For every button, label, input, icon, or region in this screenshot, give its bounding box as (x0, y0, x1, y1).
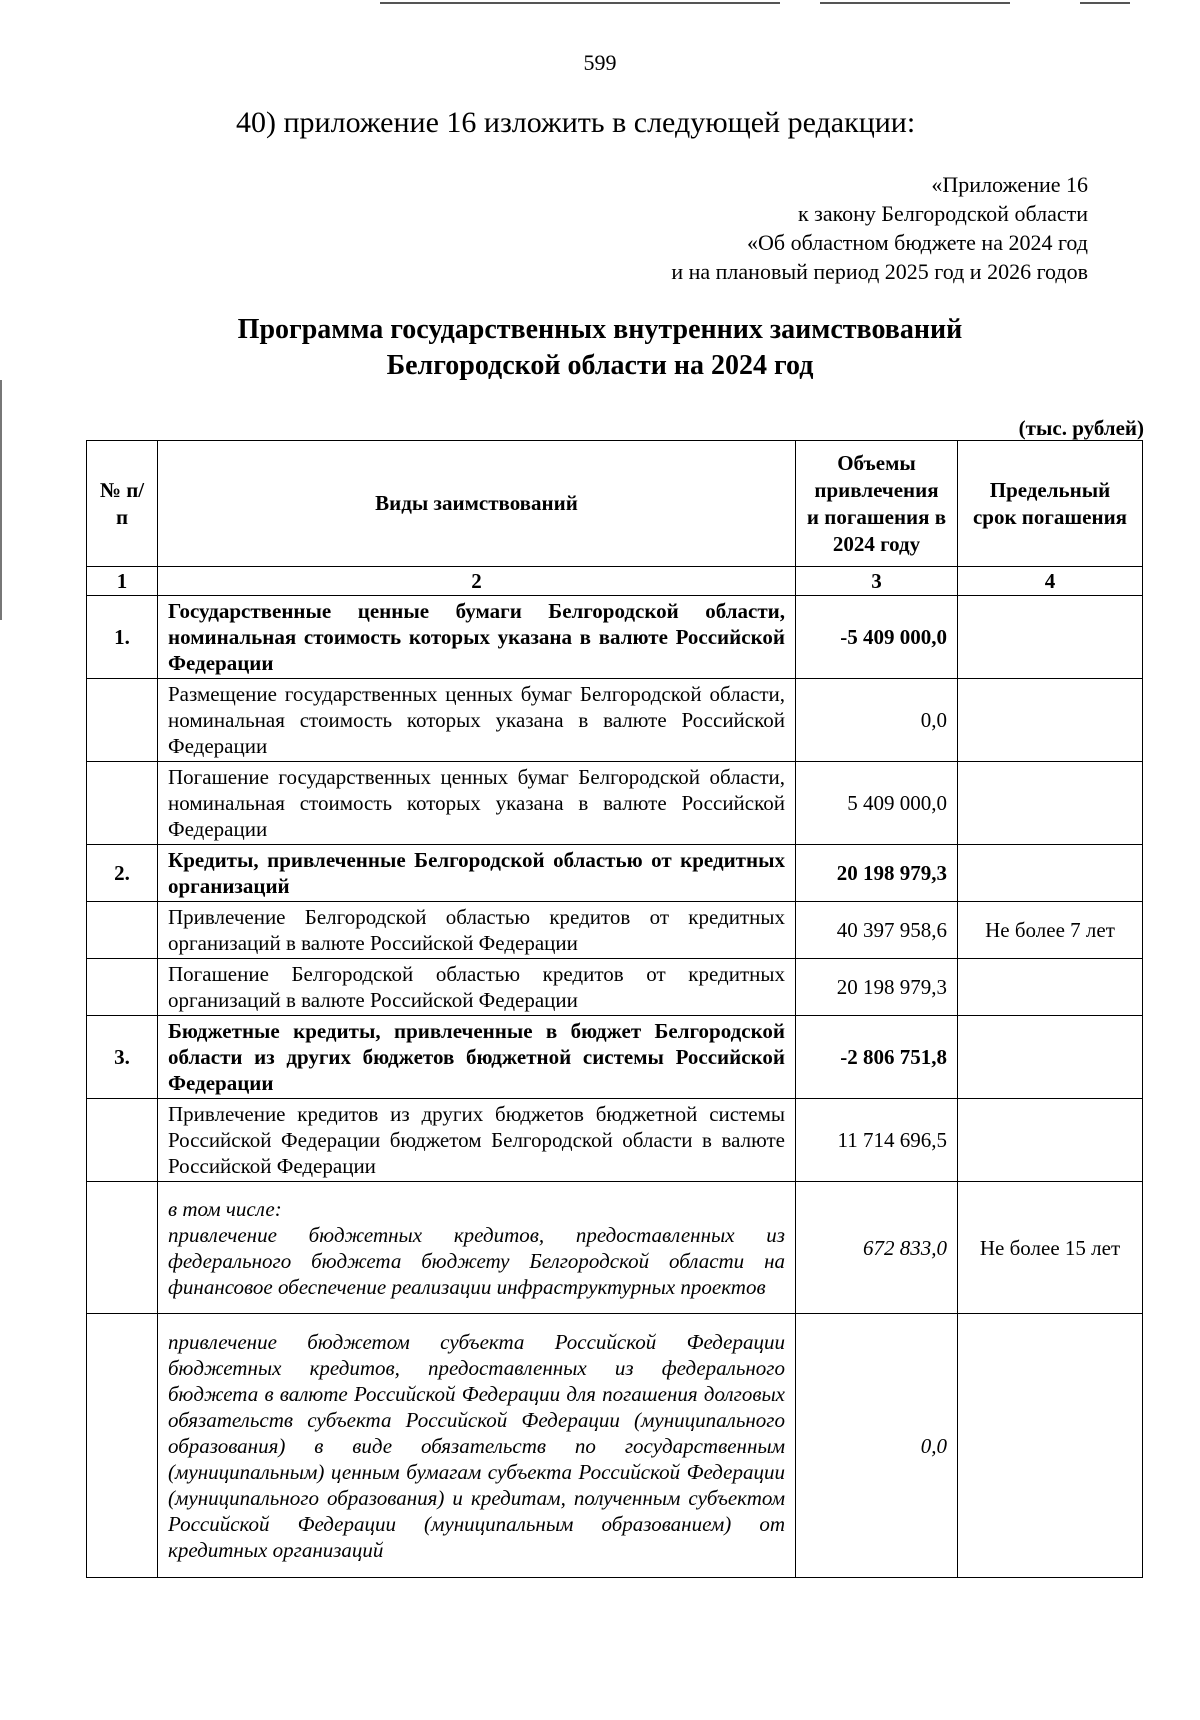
units-note: (тыс. рублей) (1018, 416, 1144, 440)
row-description-text: привлечение бюджетных кредитов, предоставленных из федерального бюджета бюджету Белгородской области на финансовое обеспечение реализации инфраструктурных проектов (168, 1222, 785, 1299)
scan-artifact-line (380, 2, 780, 4)
row-term (958, 762, 1143, 845)
row-term (958, 1016, 1143, 1099)
scan-edge-shadow (0, 380, 2, 620)
row-number (87, 679, 158, 762)
appendix-line: к закону Белгородской области (797, 201, 1088, 226)
borrowing-table (86, 440, 1143, 1578)
row-amount: 672 833,0 (796, 1182, 958, 1314)
row-number: 3. (87, 1016, 158, 1099)
row-description: Привлечение Белгородской областью кредитов от кредитных организаций в валюте Российской Федерации (158, 902, 796, 959)
row-number (87, 1314, 158, 1578)
scan-artifact-line (820, 2, 1010, 4)
row-description: Погашение государственных ценных бумаг Белгородской области, номинальная стоимость которых указана в валюте Российской Федерации (158, 762, 796, 845)
title-line: Белгородской области на 2024 год (386, 350, 814, 381)
row-term: Не более 15 лет (958, 1182, 1143, 1314)
row-number (87, 1099, 158, 1182)
row-term (958, 1099, 1143, 1182)
table-row (87, 902, 1143, 959)
row-description-prefix: в том числе: (168, 1196, 282, 1221)
row-number (87, 762, 158, 845)
row-amount: 40 397 958,6 (796, 902, 958, 959)
table-row (87, 1099, 1143, 1182)
row-amount: 5 409 000,0 (796, 762, 958, 845)
row-amount: 11 714 696,5 (796, 1099, 958, 1182)
scan-artifact-line (1080, 2, 1130, 4)
row-number (87, 902, 158, 959)
column-index: 1 (87, 567, 158, 596)
row-number (87, 1182, 158, 1314)
row-term (958, 1314, 1143, 1578)
header-kind: Виды заимствований (158, 441, 796, 567)
row-number (87, 959, 158, 1016)
header-term: Предельный срок погашения (958, 441, 1143, 567)
table-row (87, 1182, 1143, 1314)
row-amount: -5 409 000,0 (796, 596, 958, 679)
column-index: 4 (958, 567, 1143, 596)
column-index: 3 (796, 567, 958, 596)
header-amount: Объемы привлечения и погашения в 2024 году (796, 441, 958, 567)
column-index-row (87, 567, 1143, 596)
row-term (958, 596, 1143, 679)
table-header-row (87, 441, 1143, 567)
table-row (87, 845, 1143, 902)
amendment-intro: 40) приложение 16 изложить в следующей редакции: (236, 106, 916, 139)
table-row (87, 762, 1143, 845)
appendix-line: и на плановый период 2025 год и 2026 годов (671, 259, 1088, 284)
table-row (87, 1314, 1143, 1578)
row-number: 2. (87, 845, 158, 902)
table-row (87, 679, 1143, 762)
row-description: Кредиты, привлеченные Белгородской областью от кредитных организаций (158, 845, 796, 902)
row-amount: 20 198 979,3 (796, 959, 958, 1016)
appendix-line: «Приложение 16 (931, 172, 1088, 197)
row-description: Бюджетные кредиты, привлеченные в бюджет Белгородской области из других бюджетов бюджетной системы Российской Федерации (158, 1016, 796, 1099)
appendix-reference (671, 170, 1088, 286)
row-description: Привлечение кредитов из других бюджетов бюджетной системы Российской Федерации бюджетом Белгородской области в валюте Российской Федерации (158, 1099, 796, 1182)
row-term (958, 959, 1143, 1016)
row-amount: 0,0 (796, 1314, 958, 1578)
page-number: 599 (583, 50, 617, 75)
row-description: Погашение Белгородской областью кредитов от кредитных организаций в валюте Российской Федерации (158, 959, 796, 1016)
row-term (958, 845, 1143, 902)
appendix-line: «Об областном бюджете на 2024 год (747, 230, 1088, 255)
row-description: Размещение государственных ценных бумаг Белгородской области, номинальная стоимость которых указана в валюте Российской Федерации (158, 679, 796, 762)
row-amount: 0,0 (796, 679, 958, 762)
table-row (87, 1016, 1143, 1099)
table-row (87, 959, 1143, 1016)
row-description (158, 1182, 796, 1314)
row-term (958, 679, 1143, 762)
row-amount: 20 198 979,3 (796, 845, 958, 902)
row-description: Государственные ценные бумаги Белгородской области, номинальная стоимость которых указана в валюте Российской Федерации (158, 596, 796, 679)
row-number: 1. (87, 596, 158, 679)
header-num: № п/п (87, 441, 158, 567)
table-row (87, 596, 1143, 679)
document-title (0, 312, 1200, 384)
row-amount: -2 806 751,8 (796, 1016, 958, 1099)
title-line: Программа государственных внутренних заимствований (237, 314, 963, 345)
row-description: привлечение бюджетом субъекта Российской Федерации бюджетных кредитов, предоставленных из федерального бюджета в валюте Российской Федерации для погашения долговых обязательств субъекта Российской Федерации (муниципального образования) в виде обязательств по государственным (муниципальным) ценным бумагам субъекта Российской Федерации (муниципального образования) и кредитам, полученным субъектом Российской Федерации (муниципальным образованием) от кредитных организаций (158, 1314, 796, 1578)
row-term: Не более 7 лет (958, 902, 1143, 959)
column-index: 2 (158, 567, 796, 596)
